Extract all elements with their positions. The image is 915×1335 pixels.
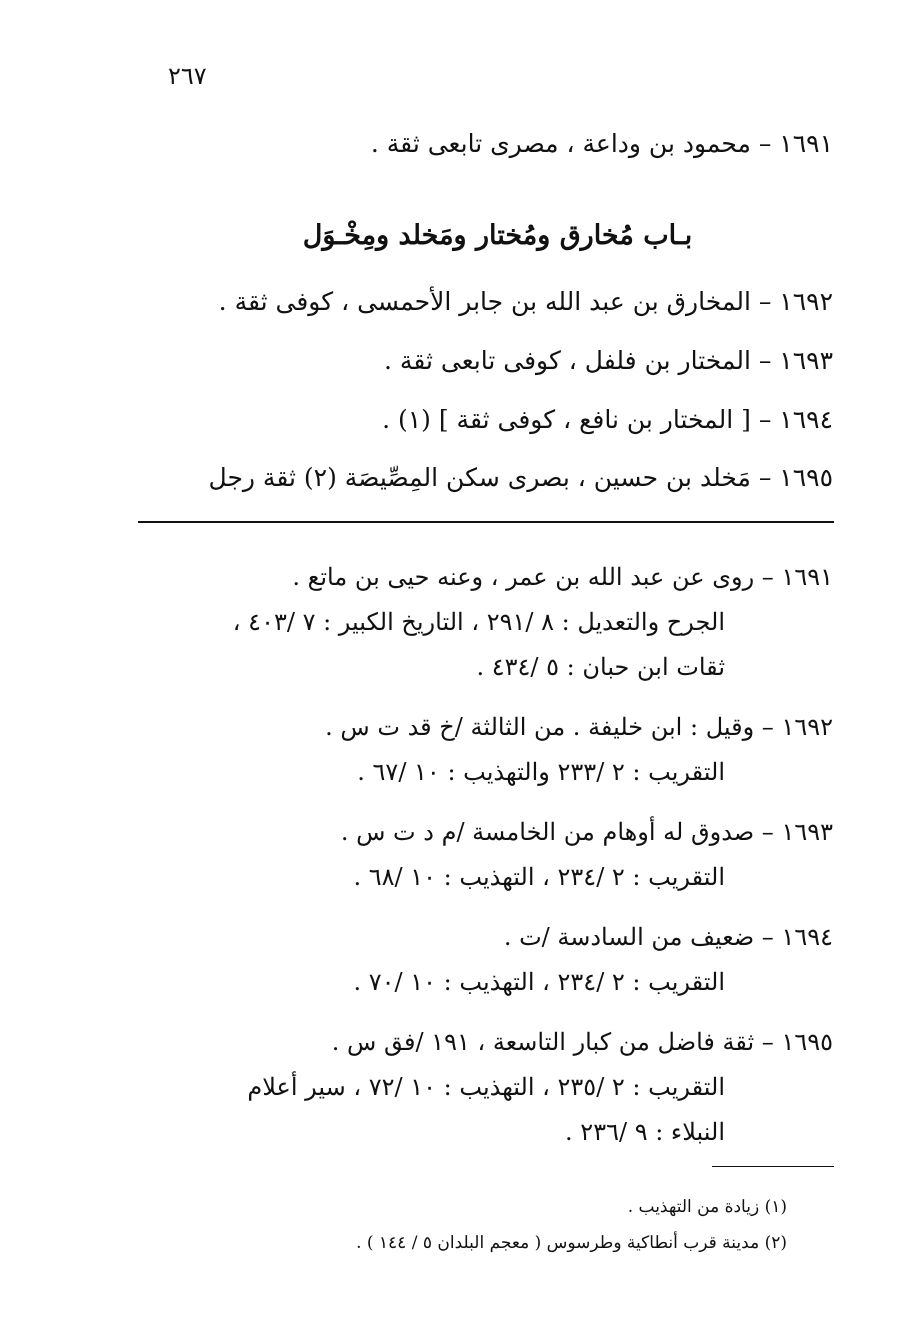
entry-1695: ١٦٩٥ – مَخلد بن حسين ، بصرى سكن المِصِّيصَة (٢) ثقة رجل bbox=[208, 463, 833, 492]
entry-1693: ١٦٩٣ – المختار بن فلفل ، كوفى تابعى ثقة . bbox=[384, 346, 833, 375]
main-divider bbox=[138, 521, 834, 523]
footnote-divider bbox=[712, 1166, 834, 1167]
note-1694-line-2: التقريب : ٢ /٢٣٤ ، التهذيب : ١٠ /٧٠ . bbox=[353, 968, 725, 996]
note-1693-line-1: ١٦٩٣ – صدوق له أوهام من الخامسة /م د ت س . bbox=[340, 818, 833, 846]
note-1693-line-2: التقريب : ٢ /٢٣٤ ، التهذيب : ١٠ /٦٨ . bbox=[353, 863, 725, 891]
page-number: ٢٦٧ bbox=[168, 62, 207, 90]
note-1691-line-2: الجرح والتعديل : ٨ /٢٩١ ، التاريخ الكبير : ٧ /٤٠٣ ، bbox=[232, 608, 725, 636]
note-1692-line-1: ١٦٩٢ – وقيل : ابن خليفة . من الثالثة /خ قد ت س . bbox=[325, 713, 833, 741]
entry-1694: ١٦٩٤ – [ المختار بن نافع ، كوفى ثقة ] (١) . bbox=[382, 405, 833, 434]
entry-1691: ١٦٩١ – محمود بن وداعة ، مصرى تابعى ثقة . bbox=[370, 129, 833, 158]
footnote-1: (١) زيادة من التهذيب . bbox=[627, 1197, 787, 1217]
note-1692-line-2: التقريب : ٢ /٢٣٣ والتهذيب : ١٠ /٦٧ . bbox=[357, 758, 725, 786]
note-1695-line-2: التقريب : ٢ /٢٣٥ ، التهذيب : ١٠ /٧٢ ، سير أعلام bbox=[247, 1073, 725, 1101]
section-title: بـاب مُخارق ومُختار ومَخلد ومِخْـوَل bbox=[302, 220, 693, 251]
note-1691-line-3: ثقات ابن حبان : ٥ /٤٣٤ . bbox=[476, 653, 725, 681]
entry-1692: ١٦٩٢ – المخارق بن عبد الله بن جابر الأحمسى ، كوفى ثقة . bbox=[218, 287, 833, 316]
note-1691-line-1: ١٦٩١ – روى عن عبد الله بن عمر ، وعنه حيى بن ماتع . bbox=[292, 563, 833, 591]
note-1695-line-1: ١٦٩٥ – ثقة فاضل من كبار التاسعة ، ١٩١ /فق س . bbox=[331, 1028, 833, 1056]
footnote-2: (٢) مدينة قرب أنطاكية وطرسوس ( معجم البلدان ٥ / ١٤٤ ) . bbox=[356, 1233, 787, 1253]
note-1694-line-1: ١٦٩٤ – ضعيف من السادسة /ت . bbox=[503, 923, 833, 951]
note-1695-line-3: النبلاء : ٩ /٢٣٦ . bbox=[565, 1118, 725, 1146]
